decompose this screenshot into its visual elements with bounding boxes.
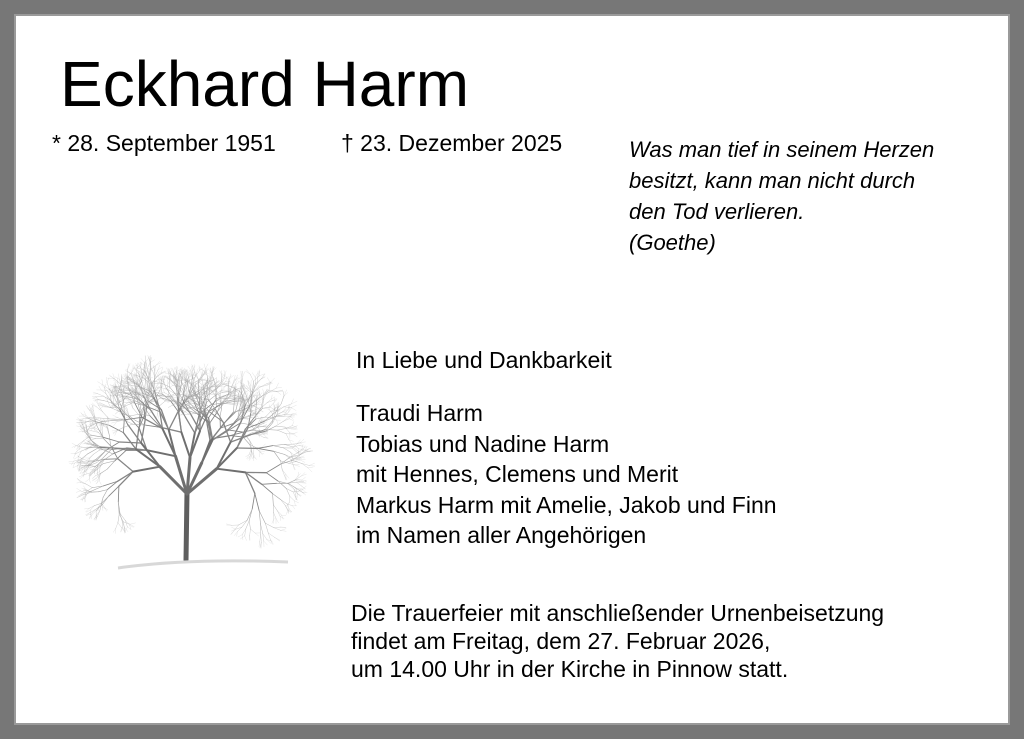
quote-attribution: (Goethe)	[629, 230, 716, 255]
quote-line: Was man tief in seinem Herzen	[629, 137, 935, 162]
death-date: † 23. Dezember 2025	[341, 130, 563, 156]
quote-line: den Tod verlieren.	[629, 199, 805, 224]
family-line: mit Hennes, Clemens und Merit	[356, 461, 679, 487]
service-line: findet am Freitag, dem 27. Februar 2026,	[351, 628, 771, 654]
family-line: Markus Harm mit Amelie, Jakob und Finn	[356, 491, 777, 518]
thanks-line: In Liebe und Dankbarkeit	[356, 347, 612, 373]
birth-date: * 28. September 1951	[52, 130, 276, 156]
service-line: um 14.00 Uhr in der Kirche in Pinnow statt.	[351, 656, 789, 682]
tree-trunk	[133, 429, 245, 560]
family-list	[356, 398, 777, 551]
service-line: Die Trauerfeier mit anschließender Urnenbeisetzung	[351, 600, 885, 626]
funeral-service-info	[351, 599, 884, 683]
tree-image	[58, 322, 318, 578]
family-line: Traudi Harm	[356, 400, 483, 426]
quote-line: besitzt, kann man nicht durch	[629, 168, 916, 193]
deceased-name: Eckhard Harm	[60, 48, 469, 120]
family-line: Tobias und Nadine Harm	[356, 430, 610, 457]
snow-ground	[118, 561, 288, 568]
goethe-quote	[629, 134, 934, 258]
family-line: im Namen aller Angehörigen	[356, 522, 647, 548]
